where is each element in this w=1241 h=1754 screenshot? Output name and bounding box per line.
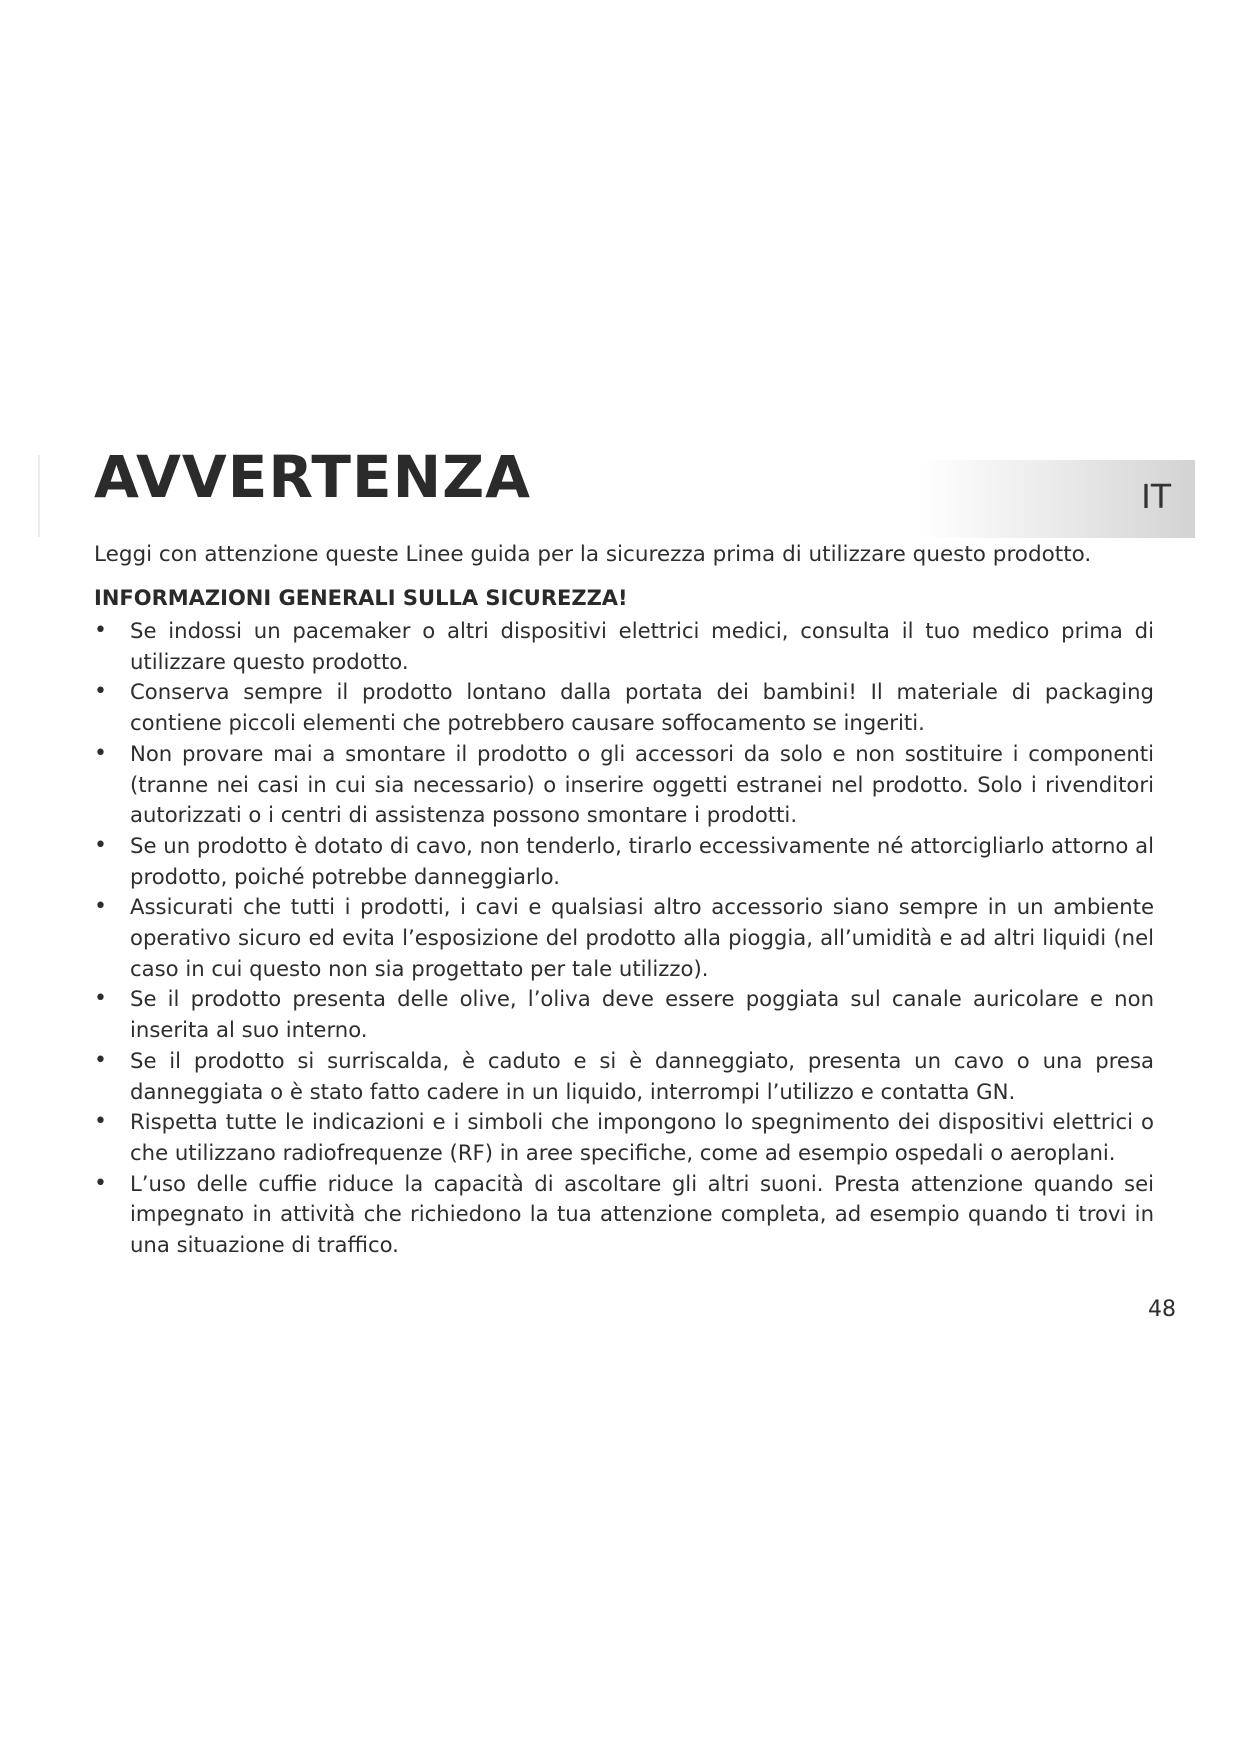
page-number: 48 [1148, 1297, 1176, 1322]
safety-item-text: Rispetta tutte le indicazioni e i simboli che impongono lo spegnimento dei dispositivi elettrici o che utilizzano radiofrequenze (RF) in aree specifiche, come ad esempio ospedali o aeroplani. [130, 1109, 1154, 1165]
safety-item [94, 739, 1154, 831]
margin-rule [38, 455, 40, 537]
safety-item [94, 892, 1154, 984]
safety-item [94, 1169, 1154, 1261]
bullet-icon: • [94, 1170, 107, 1196]
bullet-icon: • [94, 894, 107, 920]
safety-item-text: Se indossi un pacemaker o altri dispositivi elettrici medici, consulta il tuo medico prima di utilizzare questo prodotto. [130, 618, 1154, 674]
intro-text: Leggi con attenzione queste Linee guida per la sicurezza prima di utilizzare questo prodotto. [94, 542, 1092, 567]
safety-item [94, 677, 1154, 738]
section-heading: INFORMAZIONI GENERALI SULLA SICUREZZA! [94, 586, 628, 610]
bullet-icon: • [94, 1047, 107, 1073]
safety-item [94, 984, 1154, 1045]
safety-item-text: L’uso delle cuffie riduce la capacità di ascoltare gli altri suoni. Presta attenzione quando sei impegnato in attività che richiedono la tua attenzione completa, ad esempio quando ti trovi in una situazione di traffico. [130, 1170, 1154, 1258]
safety-list [94, 616, 1154, 1261]
safety-item [94, 1107, 1154, 1168]
language-tab [920, 460, 1195, 538]
safety-item-text: Se il prodotto presenta delle olive, l’oliva deve essere poggiata sul canale auricolare e non inserita al suo interno. [130, 986, 1154, 1043]
safety-item-text: Non provare mai a smontare il prodotto o gli accessori da solo e non sostituire i componenti (tranne nei casi in cui sia necessario) o inserire oggetti estranei nel prodotto. Solo i rivenditori autorizzati o i centri di assistenza possono smontare i prodotti. [130, 740, 1154, 828]
bullet-icon: • [94, 1109, 107, 1135]
bullet-icon: • [94, 740, 107, 766]
safety-item [94, 1046, 1154, 1107]
bullet-icon: • [94, 986, 107, 1012]
bullet-icon: • [94, 618, 107, 643]
bullet-icon: • [94, 679, 107, 705]
language-code: IT [1141, 477, 1171, 516]
safety-item [94, 831, 1154, 892]
safety-item-text: Se un prodotto è dotato di cavo, non tenderlo, tirarlo eccessivamente né attorcigliarlo attorno al prodotto, poiché potrebbe danneggiarlo. [130, 832, 1154, 889]
bullet-icon: • [94, 832, 107, 858]
safety-item-text: Conserva sempre il prodotto lontano dalla portata dei bambini! Il materiale di packaging contiene piccoli elementi che potrebbero causare soffocamento se ingeriti. [130, 679, 1154, 736]
safety-item-text: Assicurati che tutti i prodotti, i cavi e qualsiasi altro accessorio siano sempre in un ambiente operativo sicuro ed evita l’esposizione del prodotto alla pioggia, all’umidità e ad altri liquidi (nel caso in cui questo non sia progettato per tale utilizzo). [130, 894, 1154, 981]
page-title: AVVERTENZA [94, 443, 532, 511]
safety-item-text: Se il prodotto si surriscalda, è caduto e si è danneggiato, presenta un cavo o una presa danneggiata o è stato fatto cadere in un liquido, interrompi l’utilizzo e contatta GN. [130, 1047, 1154, 1104]
safety-item [94, 616, 1154, 677]
